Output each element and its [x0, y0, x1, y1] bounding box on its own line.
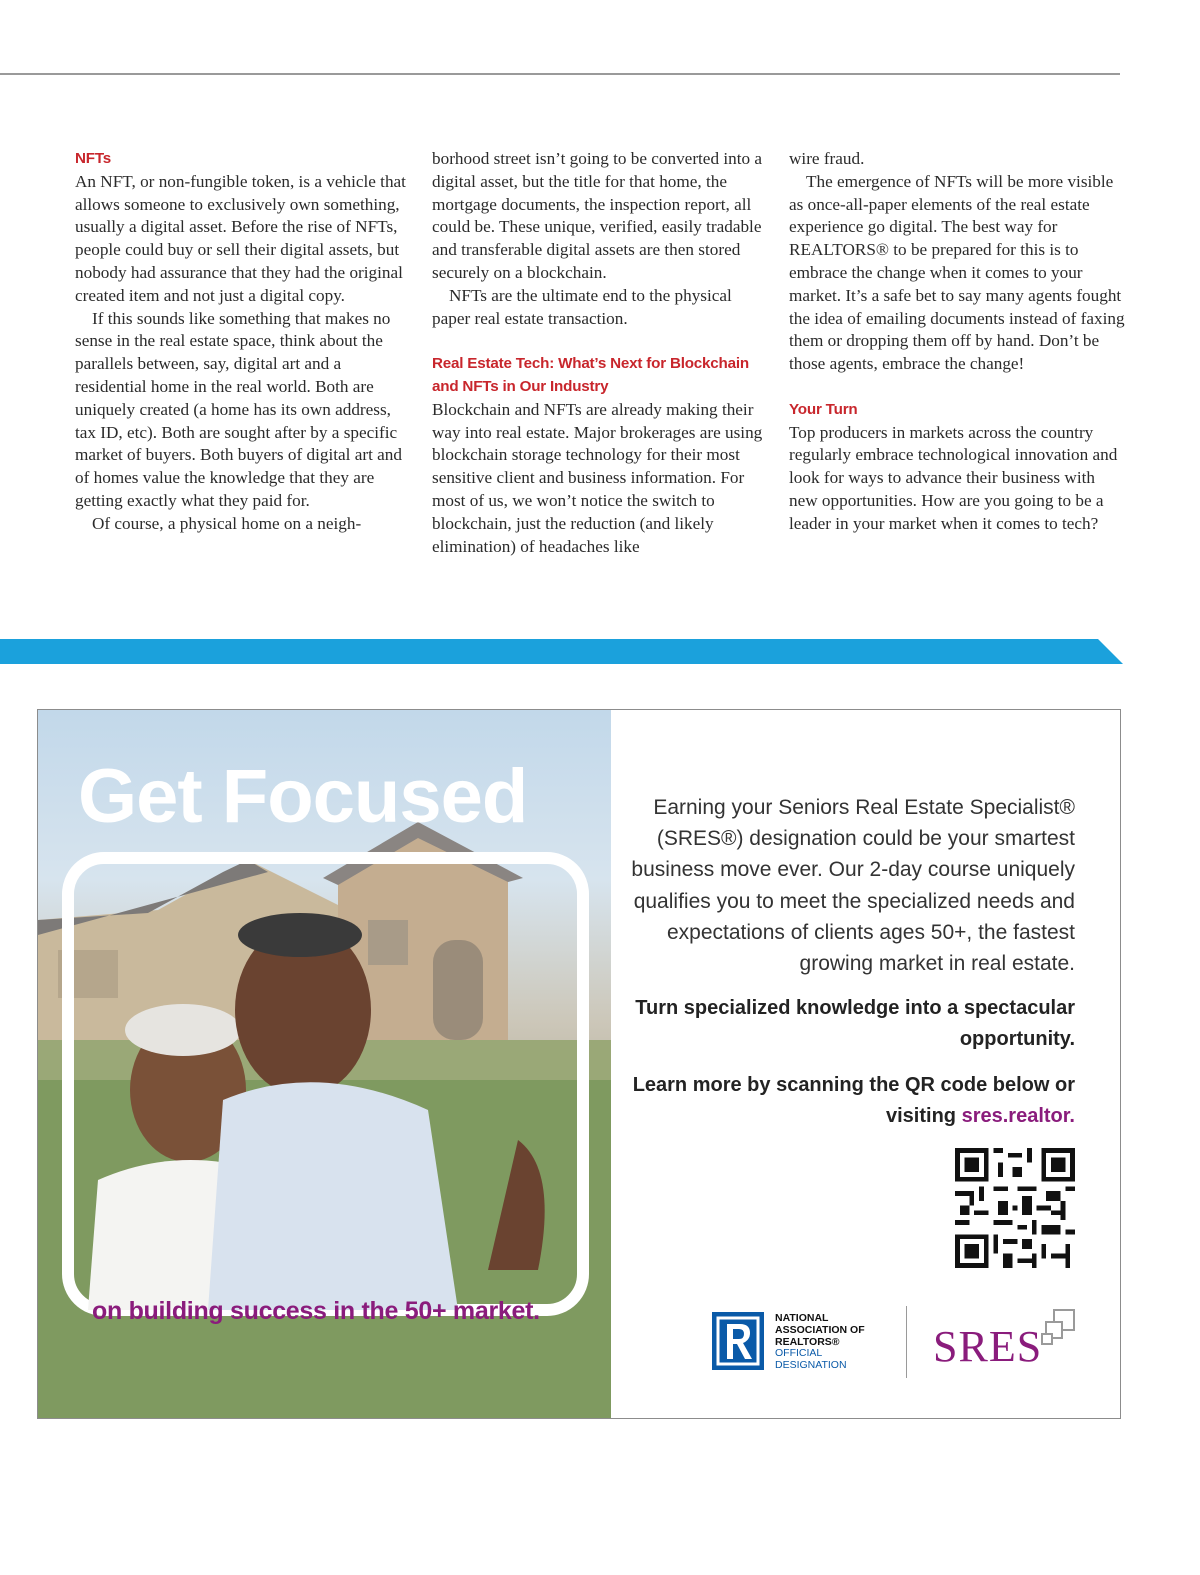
ad-photo-panel — [38, 710, 611, 1418]
ad-headline: Get Focused — [78, 754, 528, 839]
blue-divider-band — [0, 639, 1123, 664]
paragraph: wire fraud. — [789, 149, 865, 168]
qr-code[interactable] — [955, 1148, 1075, 1268]
paragraph: An NFT, or non-fungible token, is a vehicle that allows someone to exclusively own something, usually a digital asset. Before the rise of NFTs, people could buy or sell their digital assets, but nobody had assurance that they had the original created item and not just a digital copy. — [75, 171, 406, 305]
paragraph: Blockchain and NFTs are already making their way into real estate. Major brokerages are using blockchain storage technology for their most sensitive client and business information. For most of us, we won’t notice the switch to blockchain, just the reduction (and likely elimination) of headaches like — [432, 399, 763, 556]
ad-tagline: on building success in the 50+ market. — [92, 1297, 540, 1325]
realtor-r-logo-icon — [712, 1312, 764, 1370]
paragraph: Top producers in markets across the country regularly embrace technological innovation and look for ways to advance their business with new opportunities. How are you going to be a leader in your market when it comes to tech? — [789, 422, 1118, 533]
ad-body-text: Earning your Seniors Real Estate Specialist® (SRES®) designation could be your smartest business move ever. Our 2-day course uniquely qualifies you to meet the specialized needs and expectations of clients ages 50+, the fastest growing market in real estate. — [631, 796, 1075, 976]
article-column-3 — [789, 148, 1125, 536]
section-heading-real-estate-tech: Real Estate Tech: What’s Next for Blockchain and NFTs in Our Industry — [432, 355, 749, 395]
paragraph: If this sounds like something that makes no sense in the real estate space, think about the parallels between, say, digital art and a residential home in the real world. Both are uniquely created (a home has its own address, tax ID, etc). Both are sought after by a specific market of buyers. Both buyers of digital art and of homes value the knowledge that they are getting exactly what they paid for. — [75, 308, 402, 510]
nar-official-designation: NATIONAL ASSOCIATION OF REALTORS® OFFICIAL DESIGNATION — [775, 1312, 865, 1372]
sres-logo: SRES — [933, 1322, 1043, 1371]
paragraph: NFTs are the ultimate end to the physical paper real estate transaction. — [432, 285, 732, 328]
ad-cta-text: Learn more by scanning the QR code below or visiting — [632, 1073, 1075, 1127]
sres-squares-icon — [1040, 1308, 1080, 1348]
paragraph: borhood street isn’t going to be converted into a digital asset, but the title for that home, the mortgage documents, the inspection report, all could be. These unique, verified, easily tradable and transferable digital assets are then stored securely on a blockchain. — [432, 149, 762, 282]
ad-callout: Turn specialized knowledge into a spectacular opportunity. — [635, 997, 1075, 1051]
ad-cta — [605, 1070, 1075, 1132]
article-column-1 — [75, 148, 411, 536]
sres-link[interactable]: sres.realtor. — [961, 1104, 1075, 1127]
section-heading-nfts: NFTs — [75, 150, 112, 167]
paragraph: Of course, a physical home on a neigh- — [92, 513, 362, 533]
sres-advertisement — [37, 709, 1121, 1419]
ad-logos — [710, 1300, 1080, 1390]
paragraph: The emergence of NFTs will be more visible as once-all-paper elements of the real estate experience go digital. The best way for REALTORS® to be prepared for this is to embrace the change when it comes to your market. It’s a safe bet to say many agents fought the idea of emailing documents instead of faxing them or dropping them off by hand. Don’t be those agents, embrace the change! — [789, 171, 1125, 374]
article-column-2 — [432, 148, 768, 558]
ad-copy — [605, 792, 1075, 1132]
section-heading-your-turn: Your Turn — [789, 400, 858, 418]
top-rule — [0, 73, 1120, 75]
logo-divider — [906, 1306, 907, 1378]
